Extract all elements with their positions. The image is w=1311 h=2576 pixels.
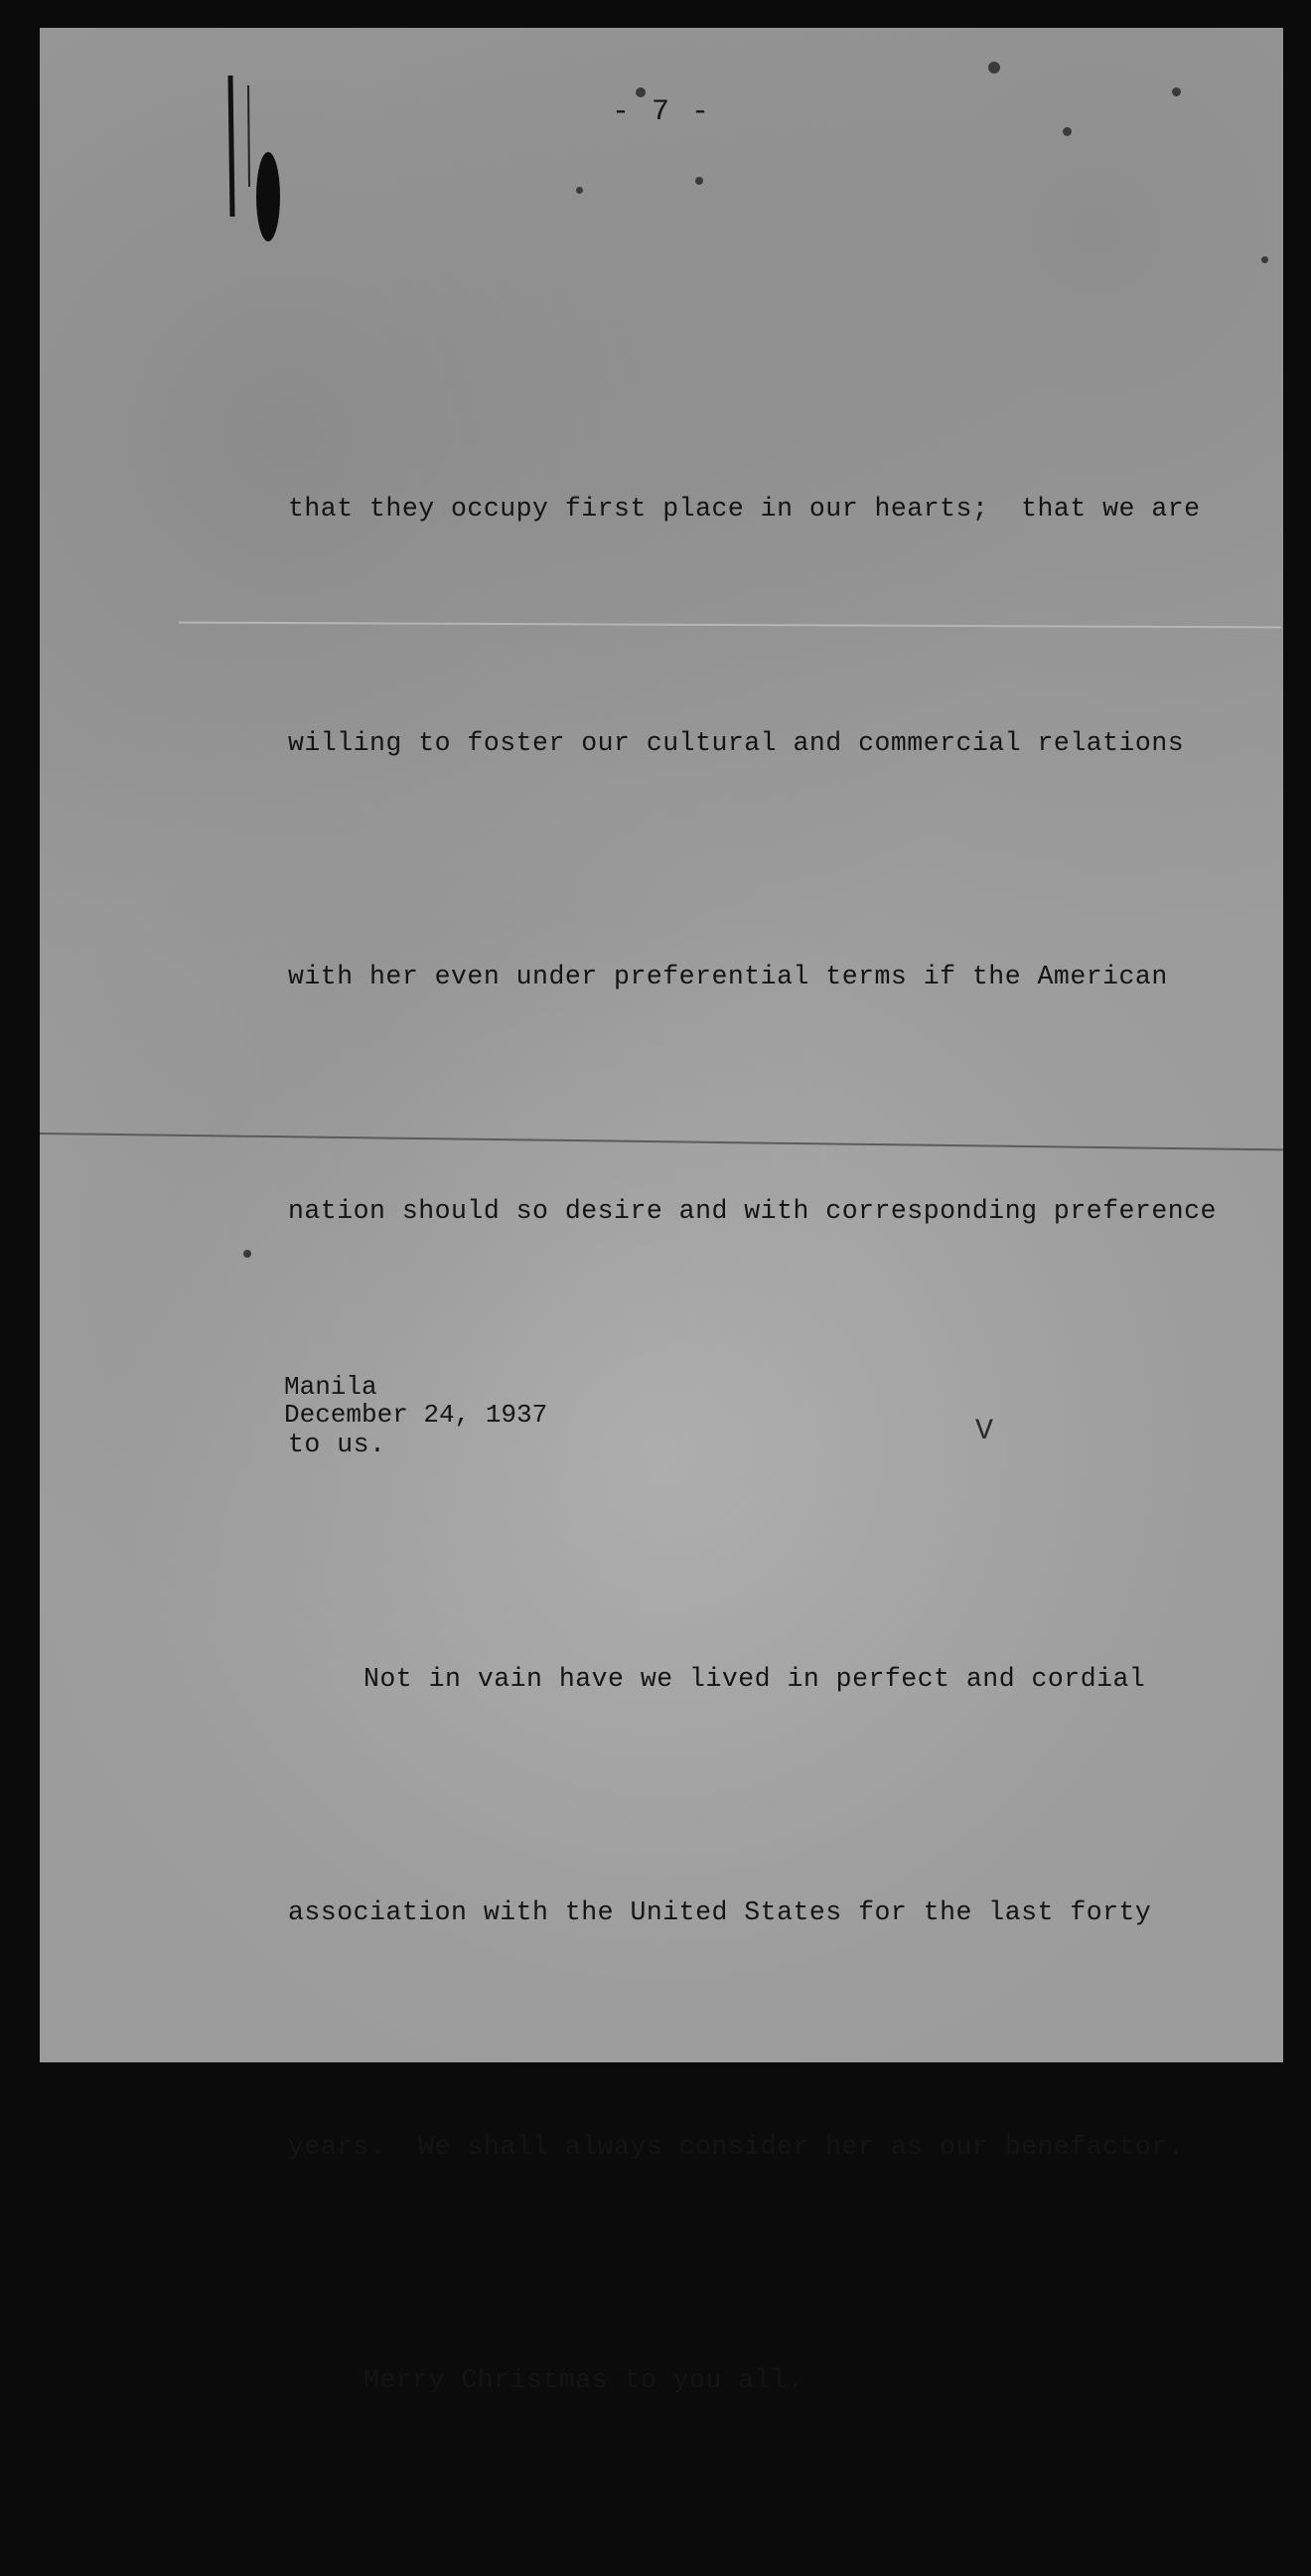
text-line: association with the United States for the last forty — [288, 1897, 1152, 1927]
place-date-block — [284, 1373, 547, 1429]
speckle — [1261, 256, 1268, 263]
speckle — [695, 177, 703, 185]
ink-mark-decoration — [218, 68, 288, 246]
speckle — [243, 1250, 251, 1258]
closing-line: Merry Christmas to you all. — [364, 2365, 803, 2395]
check-mark: V — [975, 1415, 994, 1448]
text-line: that they occupy first place in our hearts; that we are — [288, 494, 1201, 524]
speckle — [576, 187, 583, 194]
text-line: Not in vain have we lived in perfect and cordial — [364, 1663, 1146, 1694]
text-line: willing to foster our cultural and commercial relations — [288, 727, 1185, 758]
text-line: nation should so desire and with corresponding preference — [288, 1195, 1217, 1226]
speckle — [988, 62, 1000, 74]
page-number: - 7 - — [611, 95, 711, 129]
text-line: years. We shall always consider her as our benefactor. — [288, 2131, 1185, 2162]
document-page — [40, 28, 1283, 2395]
place: Manila — [284, 1372, 377, 1402]
text-line: to us. — [288, 1430, 386, 1459]
date: December 24, 1937 — [284, 1400, 548, 1430]
letter-body — [288, 314, 1241, 2576]
text-line: with her even under preferential terms if the American — [288, 962, 1168, 991]
